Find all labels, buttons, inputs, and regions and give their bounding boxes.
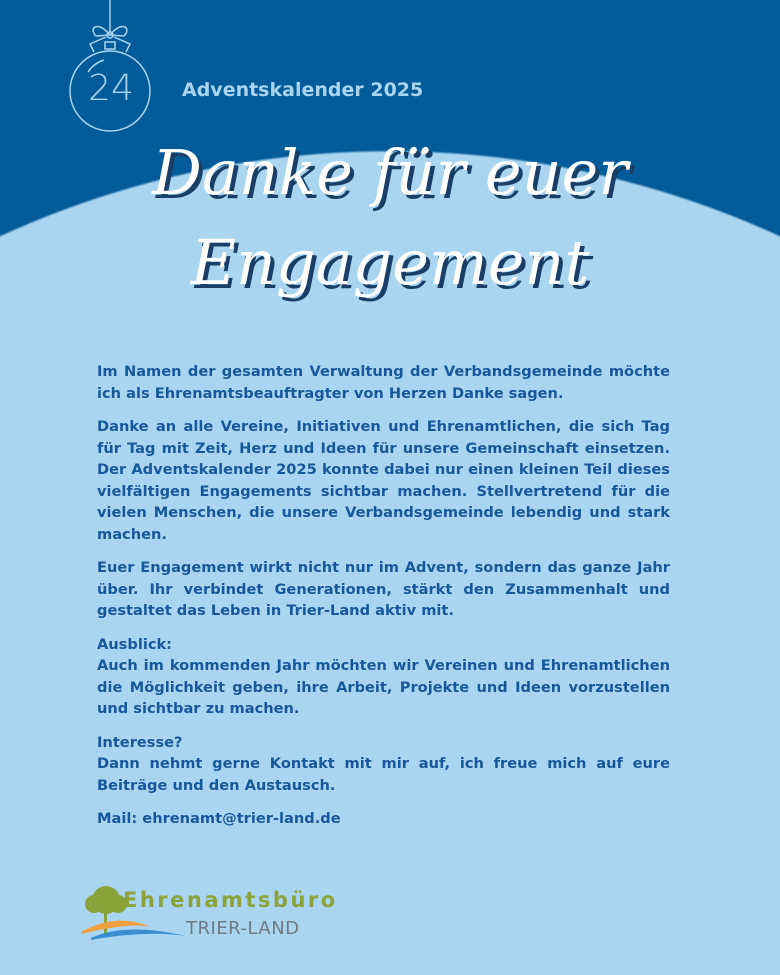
interest-heading: Interesse? xyxy=(97,733,183,751)
mail-link[interactable]: Mail: ehrenamt@trier-land.de xyxy=(97,810,341,827)
paragraph: Im Namen der gesamten Verwaltung der Verbandsgemeinde möchte ich als Ehrenamtsbeauftragter von Herzen Danke sagen. xyxy=(97,363,670,402)
interest xyxy=(97,732,670,797)
headline xyxy=(0,128,780,308)
calendar-title: Adventskalender 2025 xyxy=(182,79,424,101)
headline-line-1: Danke für euer xyxy=(152,136,628,209)
paragraph: Danke an alle Vereine, Initiativen und Ehrenamtlichen, die sich Tag für Tag mit Zeit, Herz und Ideen für unsere Gemeinschaft einsetzen. Der Adventskalender 2025 konnte dabei nur einen kleinen Teil dieses vielfältigen Engagements sichtbar machen. Stellvertretend für die vielen Menschen, die unsere Verbandsgemeinde lebendig und stark machen. xyxy=(97,418,670,543)
logo-line-2: TRIER-LAND xyxy=(186,918,300,939)
body-text xyxy=(97,361,670,842)
logo-line-1: Ehrenamtsbüro xyxy=(123,888,338,912)
outlook-heading: Ausblick: xyxy=(97,635,173,653)
logo xyxy=(76,882,338,942)
headline-line-2: Engagement xyxy=(190,226,590,299)
outlook-text: Auch im kommenden Jahr möchten wir Vereinen und Ehrenamtlichen die Möglichkeit geben, ihre Arbeit, Projekte und Ideen vorzustellen und sichtbar zu machen. xyxy=(97,657,670,717)
paragraph: Euer Engagement wirkt nicht nur im Advent, sondern das ganze Jahr über. Ihr verbindet Generationen, stärkt den Zusammenhalt und gestaltet das Leben in Trier-Land aktiv mit. xyxy=(97,559,670,619)
outlook xyxy=(97,634,670,720)
day-number: 24 xyxy=(88,68,134,109)
interest-text: Dann nehmt gerne Kontakt mit mir auf, ich freue mich auf eure Beiträge und den Austausch. xyxy=(97,755,670,794)
